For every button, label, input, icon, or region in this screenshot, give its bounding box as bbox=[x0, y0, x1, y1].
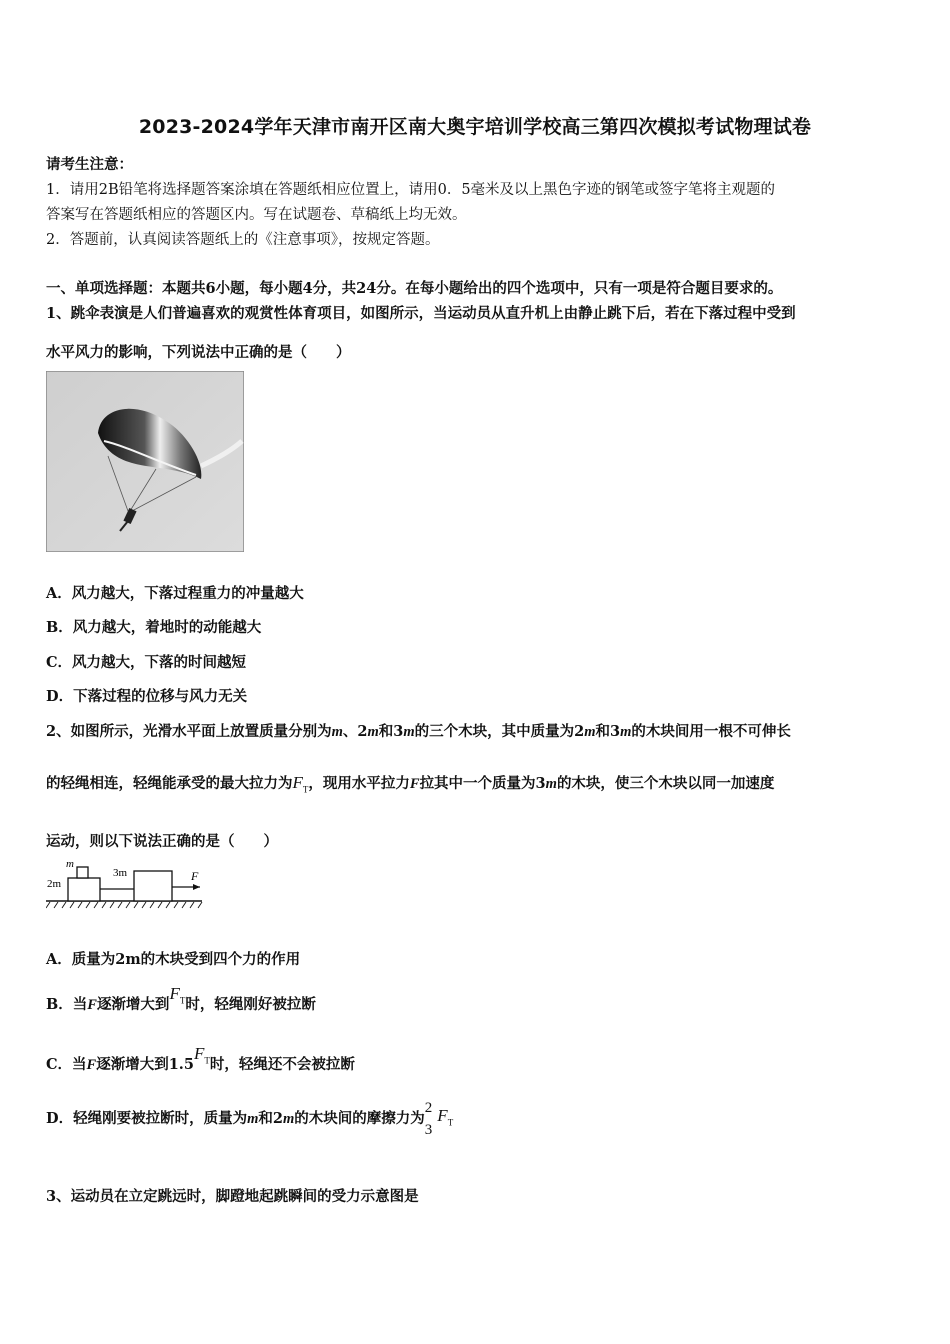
q1-stem-b: 水平风力的影响，下列说法中正确的是（ ） bbox=[46, 344, 351, 361]
section-heading: 一、单项选择题：本题共6小题，每小题4分，共24分。在每小题给出的四个选项中，只有一项是符合题目要求的。 bbox=[46, 280, 783, 297]
block-3m bbox=[134, 871, 172, 901]
block-2m bbox=[68, 878, 100, 901]
label-3m: 3m bbox=[113, 867, 128, 879]
parachute-photo bbox=[46, 371, 244, 552]
label-2m: 2m bbox=[47, 878, 62, 890]
fraction-two-thirds: 2 3 bbox=[424, 1100, 433, 1138]
q3-stem: 3、运动员在立定跳远时，脚蹬地起跳瞬间的受力示意图是 bbox=[46, 1188, 419, 1205]
q2-stem-c: 运动，则以下说法正确的是（ ） bbox=[46, 833, 278, 850]
ft-symbol: $F_T$ bbox=[193, 1044, 210, 1066]
notice-heading: 请考生注意： bbox=[46, 156, 133, 173]
q1-option-b: B．风力越大，着地时的动能越大 bbox=[46, 619, 262, 636]
page-title: 2023-2024学年天津市南开区南大奥宇培训学校高三第四次模拟考试物理试卷 bbox=[138, 116, 812, 138]
ft-symbol: $F_T$ bbox=[169, 984, 186, 1006]
notice-line-2: 2．答题前，认真阅读答题纸上的《注意事项》，按规定答题。 bbox=[46, 232, 440, 248]
blocks-diagram bbox=[46, 857, 206, 909]
q2-option-a: A．质量为2m的木块受到四个力的作用 bbox=[46, 951, 301, 968]
q1-option-d: D．下落过程的位移与风力无关 bbox=[46, 688, 248, 705]
ft-symbol: $F_T$ bbox=[437, 1105, 454, 1128]
q1-option-a: A．风力越大，下落过程重力的冲量越大 bbox=[46, 585, 304, 602]
q2-stem-a: 2、如图所示，光滑水平面上放置质量分别为m、2m和3m的三个木块，其中质量为2m和3m的木块间用一根不可伸长 bbox=[46, 723, 791, 740]
notice-line-1b: 答案写在答题纸相应的答题区内。写在试题卷、草稿纸上均无效。 bbox=[46, 207, 467, 223]
q2-option-b: B．当F逐渐增大到$F_T$时，轻绳刚好被拉断 bbox=[46, 984, 316, 1013]
parachute-illustration bbox=[46, 371, 244, 552]
label-F: F bbox=[191, 869, 199, 883]
q2-option-c: C．当F逐渐增大到$1.5F_T$时，轻绳还不会被拉断 bbox=[46, 1044, 355, 1073]
force-arrow bbox=[193, 884, 200, 890]
ft-symbol: $F_T$ bbox=[292, 773, 309, 795]
q2-option-d: D．轻绳刚要被拉断时，质量为m和2m的木块间的摩擦力为 2 3 $F_T$ bbox=[46, 1097, 453, 1141]
label-m: m bbox=[66, 858, 74, 870]
q1-stem-a: 1、跳伞表演是人们普遍喜欢的观赏性体育项目，如图所示，当运动员从直升机上由静止跳下后，若在下落过程中受到 bbox=[46, 305, 796, 322]
q2-stem-b: 的轻绳相连，轻绳能承受的最大拉力为$F_T$，现用水平拉力F拉其中一个质量为3m的木块，使三个木块以同一加速度 bbox=[46, 773, 775, 795]
notice-line-1a: 1．请用2B铅笔将选择题答案涂填在答题纸相应位置上，请用0．5毫米及以上黑色字迹的钢笔或签字笔将主观题的 bbox=[46, 182, 776, 198]
block-m bbox=[77, 867, 88, 878]
q1-option-c: C．风力越大，下落的时间越短 bbox=[46, 654, 247, 671]
